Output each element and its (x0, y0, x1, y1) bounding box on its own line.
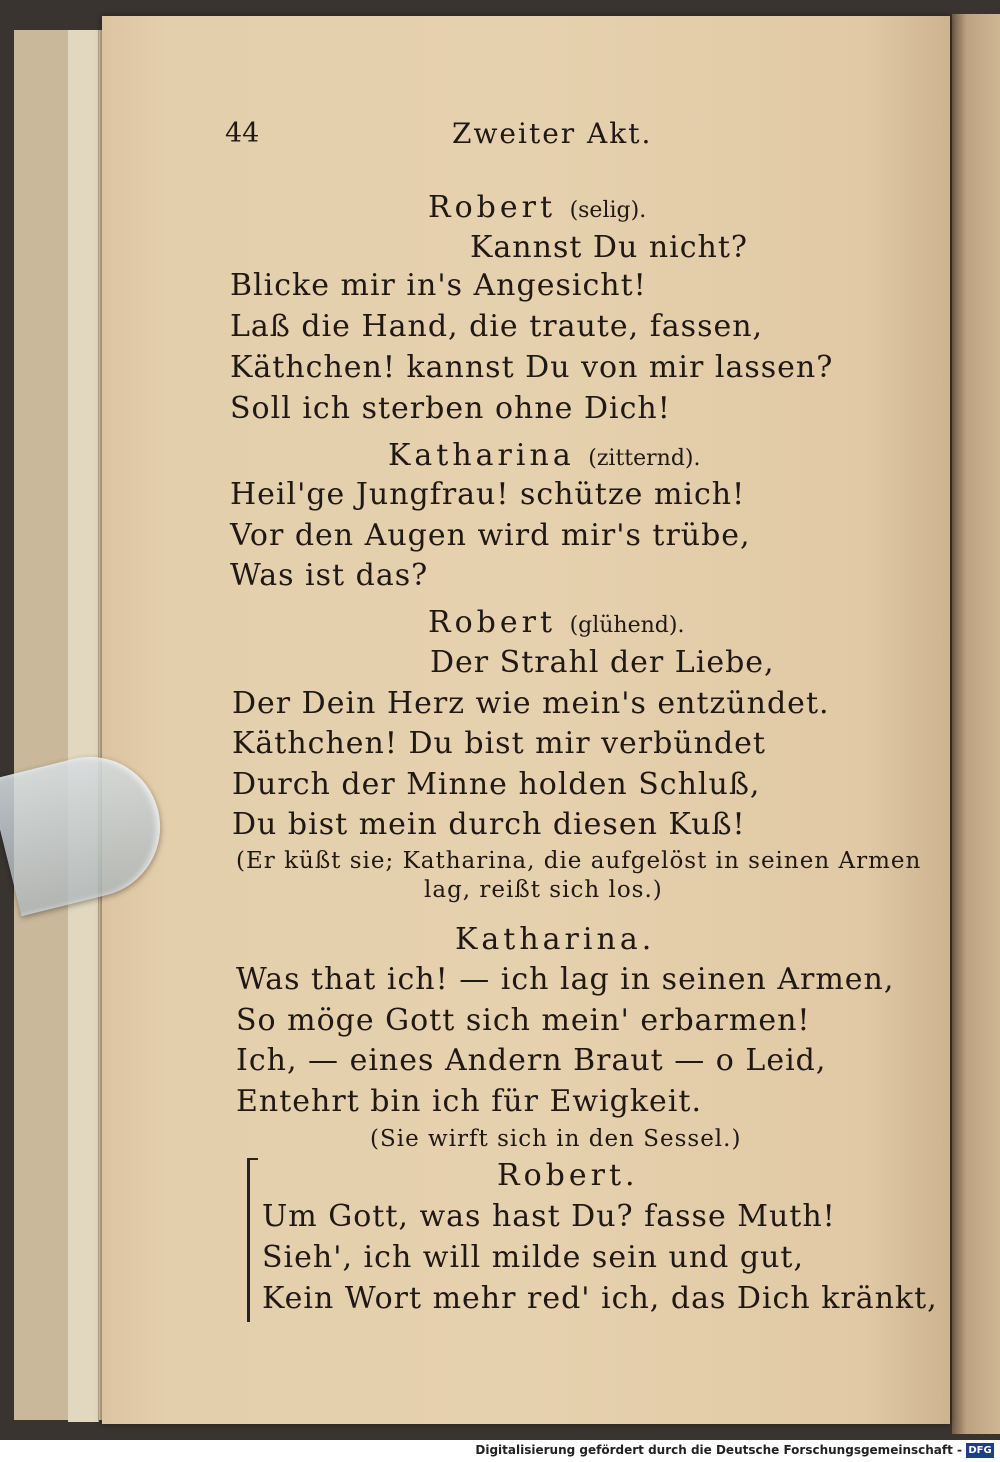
stage-direction: (Er küßt sie; Katharina, die aufgelöst in seinen Armen (236, 848, 922, 874)
verse-line: Der Strahl der Liebe, (430, 645, 775, 680)
verse-line: Sieh', ich will milde sein und gut, (262, 1240, 805, 1275)
footer-bar (0, 1440, 1000, 1462)
verse-line: Du bist mein durch diesen Kuß! (232, 807, 746, 842)
verse-line: Was that ich! — ich lag in seinen Armen, (236, 962, 895, 997)
running-head: Zweiter Akt. (452, 117, 653, 150)
stage-direction: (Sie wirft sich in den Sessel.) (370, 1126, 742, 1152)
verse-line: Kein Wort mehr red' ich, das Dich kränkt, (262, 1281, 938, 1316)
stage-direction-inline: (glühend). (569, 613, 685, 638)
verse-line: Vor den Augen wird mir's trübe, (230, 518, 751, 553)
speaker-name (428, 190, 646, 225)
verse-line: Heil'ge Jungfrau! schütze mich! (230, 477, 746, 512)
stage-direction-inline: (selig). (569, 198, 647, 223)
dfg-logo: DFG (966, 1443, 994, 1458)
funding-credit: Digitalisierung gefördert durch die Deutsche Forschungsgemeinschaft - (475, 1443, 962, 1457)
speaker-label: Robert (428, 190, 557, 225)
verse-line: Kannst Du nicht? (470, 230, 749, 265)
verse-line: Was ist das? (230, 558, 429, 593)
stage-direction: lag, reißt sich los.) (424, 877, 663, 903)
verse-line: Käthchen! kannst Du von mir lassen? (230, 350, 834, 385)
speaker-name: Robert. (497, 1158, 639, 1193)
verse-line: Um Gott, was hast Du? fasse Muth! (262, 1199, 836, 1234)
verse-line: Blicke mir in's Angesicht! (230, 268, 647, 303)
verse-line: Laß die Hand, die traute, fassen, (230, 309, 764, 344)
margin-bracket (247, 1158, 258, 1322)
speaker-name: Katharina. (455, 922, 656, 957)
speaker-name (428, 605, 684, 640)
verse-line: Ich, — eines Andern Braut — o Leid, (236, 1043, 827, 1078)
verse-line: Durch der Minne holden Schluß, (232, 767, 761, 802)
verse-line: Entehrt bin ich für Ewigkeit. (236, 1084, 702, 1119)
stage-direction-inline: (zitternd). (588, 446, 701, 471)
verse-line: Soll ich sterben ohne Dich! (230, 391, 671, 426)
endpaper (68, 30, 99, 1422)
verse-line: So möge Gott sich mein' erbarmen! (236, 1003, 811, 1038)
page-number: 44 (225, 118, 260, 149)
speaker-label: Robert (428, 605, 557, 640)
verse-line: Der Dein Herz wie mein's entzündet. (232, 686, 830, 721)
speaker-name (388, 438, 701, 473)
verse-line: Käthchen! Du bist mir verbündet (232, 726, 766, 761)
speaker-label: Katharina (388, 438, 575, 473)
facing-page-edge (952, 14, 1000, 1434)
